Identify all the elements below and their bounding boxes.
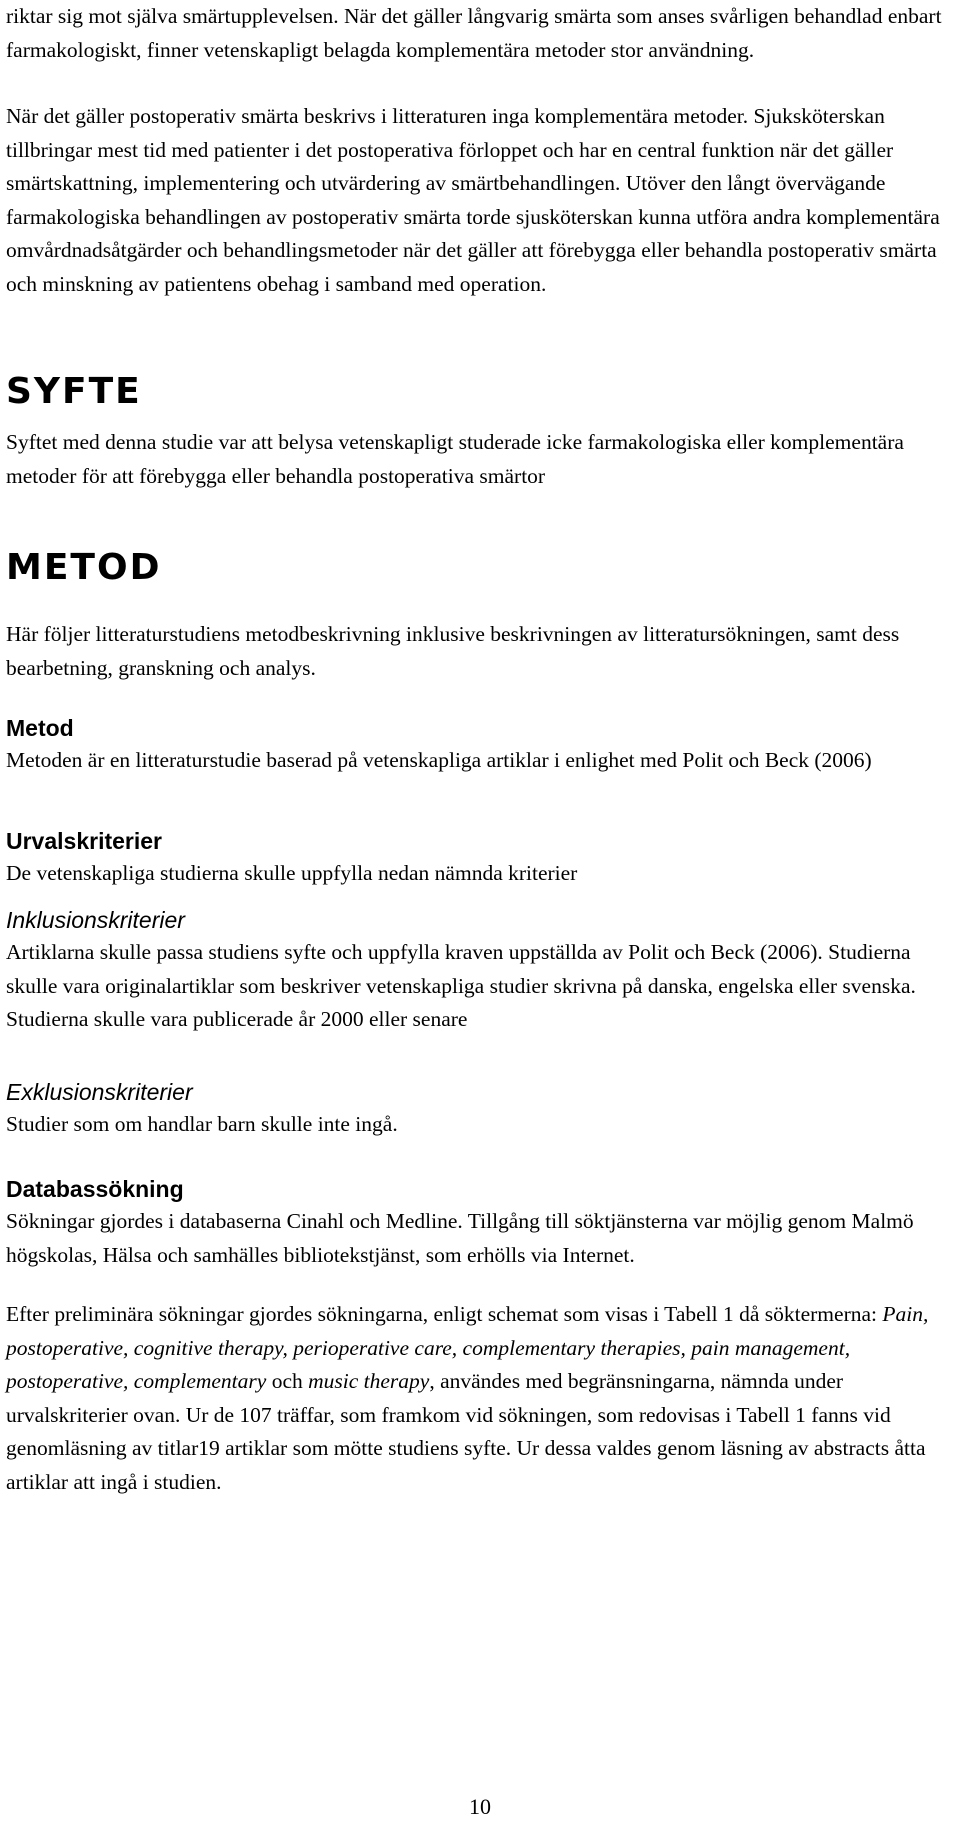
heading-metod: METOD — [6, 547, 162, 588]
subheading-exklusionskriterier: Exklusionskriterier — [6, 1079, 193, 1105]
heading-syfte: SYFTE — [6, 371, 142, 412]
databas-p2-text-c: , användes med begränsningarna, nämnda under urvalskriterier ovan. Ur de 107 träffar, som framkom vid sökningen, som redovisas i Tabell 1 fanns vid genomläsning av titlar19 artiklar som mötte studiens syfte. Ur dessa valdes genom läsning av abstracts åtta artiklar att ingå i studien. — [6, 1369, 926, 1494]
databas-paragraph-1: Sökningar gjordes i databaserna Cinahl och Medline. Tillgång till söktjänsterna var möjlig genom Malmö högskolas, Hälsa och samhälles bibliotekstjänst, som erhölls via Internet. — [6, 1209, 914, 1267]
metod-paragraph: Här följer litteraturstudiens metodbeskrivning inklusive beskrivningen av litteratursökningen, samt dess bearbetning, granskning och analys. — [6, 622, 900, 680]
page-number: 10 — [469, 1794, 491, 1819]
subheading-databassokning: Databassökning — [6, 1176, 184, 1202]
metod-sub-paragraph: Metoden är en litteraturstudie baserad på vetenskapliga artiklar i enlighet med Polit och Beck (2006) — [6, 748, 872, 772]
urval-paragraph: De vetenskapliga studierna skulle uppfylla nedan nämnda kriterier — [6, 861, 578, 885]
intro-paragraph-2: När det gäller postoperativ smärta beskrivs i litteraturen inga komplementära metoder. Sjuksköterskan tillbringar mest tid med patienter i det postoperativa förloppet och har en central funktion när det gäller smärtskattning, implementering och utvärdering av smärtbehandlingen. Utöver den långt övervägande farmakologiska behandlingen av postoperativ smärta torde sjusköterskan kunna utföra andra komplementära omvårdnadsåtgärder och behandlingsmetoder när det gäller att förebygga eller behandla postoperativ smärta och minskning av patientens obehag i samband med operation. — [6, 104, 940, 296]
search-term-music-therapy: music therapy — [308, 1369, 430, 1393]
subheading-inklusionskriterier: Inklusionskriterier — [6, 907, 185, 933]
syfte-paragraph: Syftet med denna studie var att belysa vetenskapligt studerade icke farmakologiska eller komplementära metoder för att förebygga eller behandla postoperativa smärtor — [6, 430, 904, 488]
inklusion-paragraph: Artiklarna skulle passa studiens syfte och uppfylla kraven uppställda av Polit och Beck (2006). Studierna skulle vara originalartiklar som beskriver vetenskapliga studier skrivna på danska, engelska eller svenska. Studierna skulle vara publicerade år 2000 eller senare — [6, 940, 916, 1031]
databas-p2-text-a: Efter preliminära sökningar gjordes sökningarna, enligt schemat som visas i Tabell 1 då söktermerna: — [6, 1302, 883, 1326]
search-terms: Pain, postoperative, cognitive therapy, perioperative care, complementary therapies, pain management, postoperative, complementary — [6, 1302, 929, 1393]
databas-paragraph-2 — [6, 1298, 956, 1499]
subheading-urvalskriterier: Urvalskriterier — [6, 828, 162, 854]
databas-p2-text-b: och — [266, 1369, 309, 1393]
intro-paragraph-1: riktar sig mot själva smärtupplevelsen. När det gäller långvarig smärta som anses svårligen behandlad enbart farmakologiskt, finner vetenskapligt belagda komplementära metoder stor användning. — [6, 4, 942, 62]
exklusion-paragraph: Studier som om handlar barn skulle inte ingå. — [6, 1112, 398, 1136]
subheading-metod: Metod — [6, 715, 74, 741]
